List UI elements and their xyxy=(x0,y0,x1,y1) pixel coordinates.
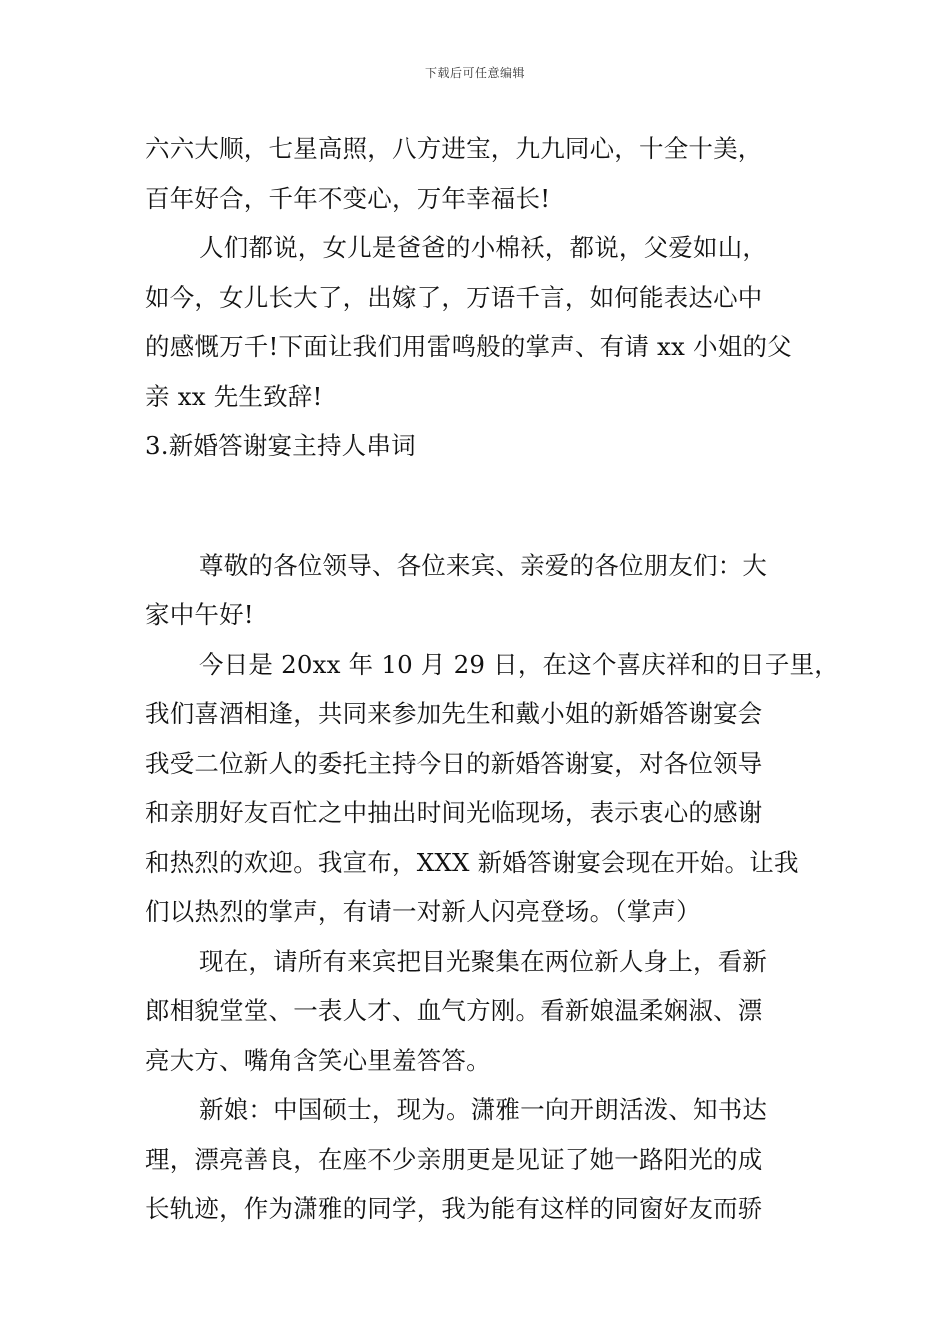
text-line: 现在，请所有来宾把目光聚集在两位新人身上，看新 xyxy=(199,946,768,976)
text-line: 和热烈的欢迎。我宣布，XXX 新婚答谢宴会现在开始。让我 xyxy=(145,847,799,877)
text-line: 六六大顺，七星高照，八方进宝，九九同心，十全十美， xyxy=(145,134,763,163)
paragraph-opening xyxy=(145,640,839,937)
text-line: 长轨迹，作为潇雅的同学，我为能有这样的同窗好友而骄 xyxy=(145,1194,763,1223)
text-line: 亲 xx 先生致辞! xyxy=(145,381,323,411)
text-line: 郎相貌堂堂、一表人才、血气方刚。看新娘温柔娴淑、漂 xyxy=(145,996,763,1025)
document-body xyxy=(145,124,839,1234)
text-line: 尊敬的各位领导、各位来宾、亲爱的各位朋友们：大 xyxy=(199,550,768,580)
text-line: 我受二位新人的委托主持今日的新婚答谢宴，对各位领导 xyxy=(145,748,763,778)
text-line: 今日是 20xx 年 10 月 29 日，在这个喜庆祥和的日子里， xyxy=(199,649,839,679)
text-line: 们以热烈的掌声，有请一对新人闪亮登场。（掌声） xyxy=(145,897,701,926)
text-line: 亮大方、嘴角含笑心里羞答答。 xyxy=(145,1045,491,1075)
section-heading: 3.新婚答谢宴主持人串词 xyxy=(145,431,416,460)
text-line: 理，漂亮善良，在座不少亲朋更是见证了她一路阳光的成 xyxy=(145,1144,763,1174)
text-line: 如今，女儿长大了，出嫁了，万语千言，如何能表达心中 xyxy=(145,282,763,312)
page-header: 下载后可任意编辑 xyxy=(424,66,525,80)
text-line: 家中午好! xyxy=(145,600,254,629)
paragraph-blessings xyxy=(145,124,835,223)
paragraph-father-speech xyxy=(145,223,835,421)
text-line: 百年好合，千年不变心，万年幸福长! xyxy=(145,183,551,213)
paragraph-bride-intro xyxy=(145,1085,835,1234)
paragraph-greeting xyxy=(145,541,835,640)
text-line: 人们都说，女儿是爸爸的小棉袄，都说，父爱如山， xyxy=(199,233,768,262)
text-line: 新娘：中国硕士，现为。潇雅一向开朗活泼、知书达 xyxy=(199,1095,768,1124)
text-line: 的感慨万千!下面让我们用雷鸣般的掌声、有请 xx 小姐的父 xyxy=(145,332,792,361)
text-line: 我们喜酒相逢，共同来参加先生和戴小姐的新婚答谢宴会 xyxy=(145,699,763,728)
text-line: 和亲朋好友百忙之中抽出时间光临现场，表示衷心的感谢 xyxy=(145,798,763,827)
spacer xyxy=(145,471,835,541)
paragraph-couple-description xyxy=(145,937,835,1086)
